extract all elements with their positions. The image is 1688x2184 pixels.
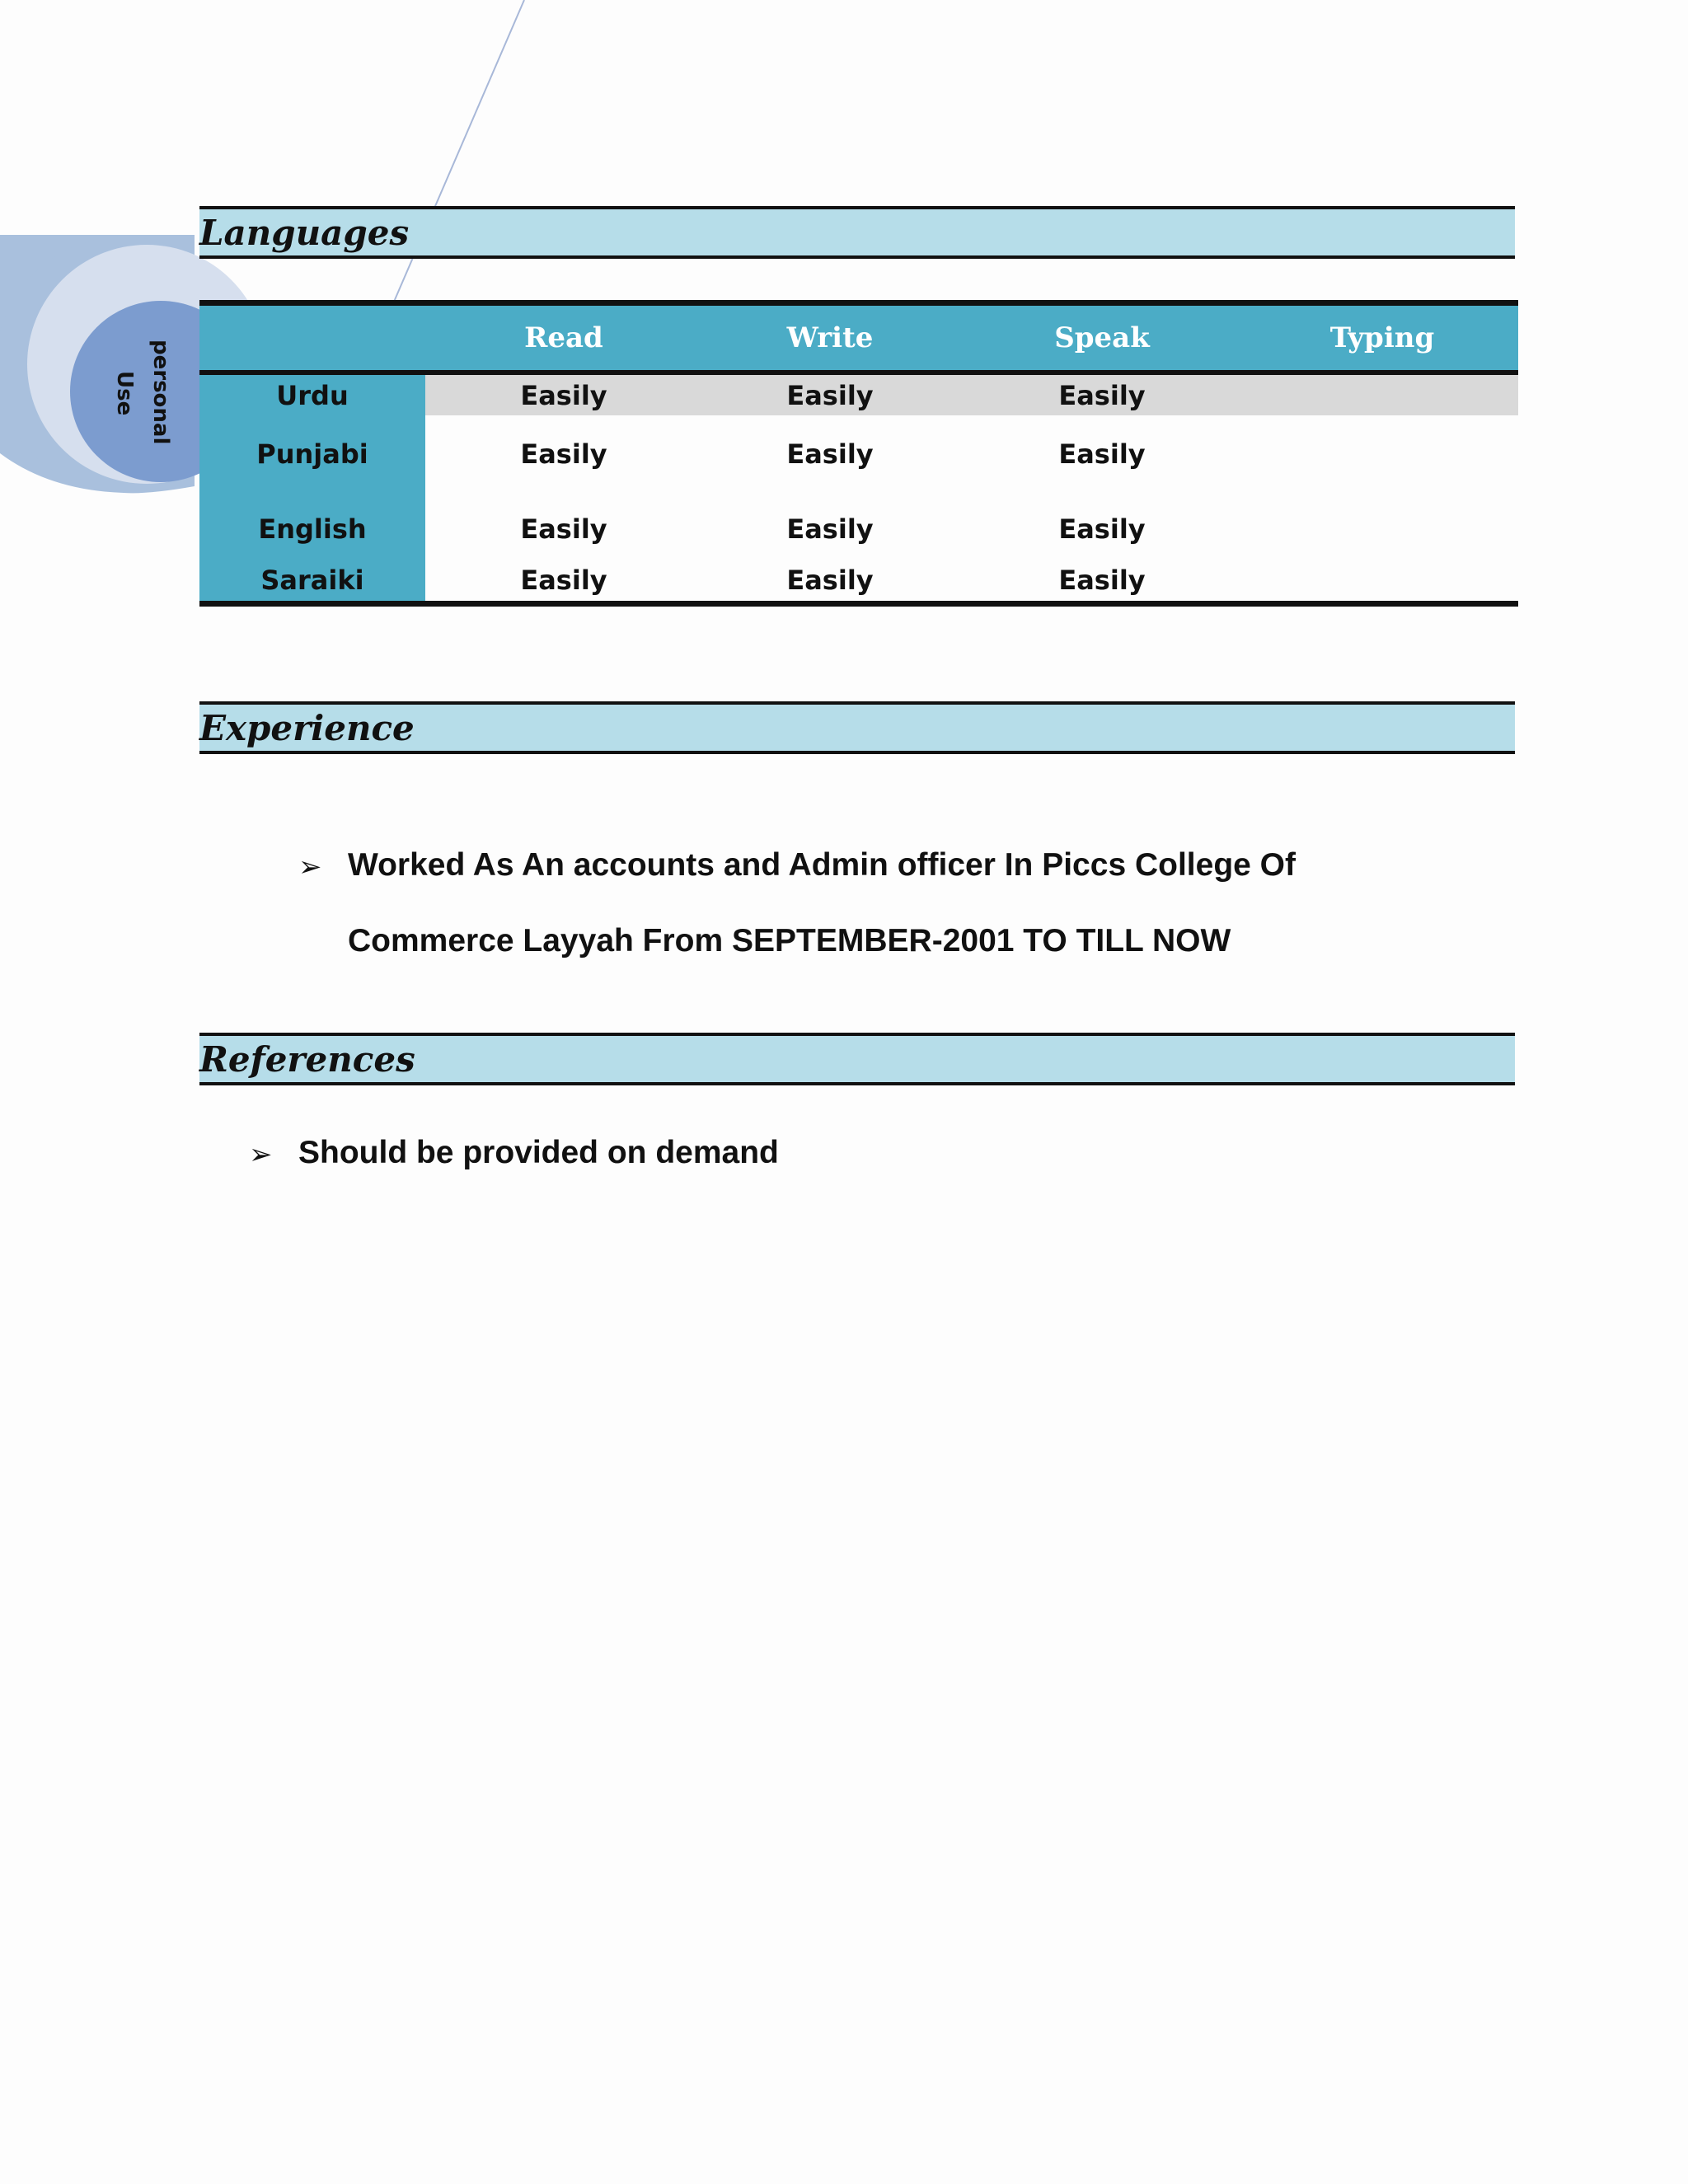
typing-level [1246, 560, 1518, 603]
header-read: Read [425, 303, 702, 373]
languages-section-bar [199, 206, 1515, 259]
table-header-row [199, 303, 1518, 373]
languages-heading: Languages [199, 213, 410, 253]
arrow-bullet-icon: ➢ [298, 851, 322, 883]
read-level: Easily [425, 373, 702, 415]
table-row [199, 560, 1518, 603]
language-name: Urdu [199, 373, 425, 415]
references-text: Should be provided on demand [298, 1135, 779, 1170]
references-heading: References [199, 1039, 415, 1080]
table-row [199, 373, 1518, 415]
header-write: Write [702, 303, 958, 373]
languages-table [199, 300, 1518, 607]
language-name: English [199, 498, 425, 560]
language-name: Punjabi [199, 415, 425, 498]
write-level: Easily [702, 373, 958, 415]
language-name: Saraiki [199, 560, 425, 603]
references-section-bar [199, 1033, 1515, 1085]
read-level: Easily [520, 438, 607, 470]
speak-level: Easily [1058, 565, 1146, 597]
experience-heading: Experience [199, 708, 415, 748]
experience-section-bar [199, 701, 1515, 754]
write-level: Easily [786, 565, 874, 597]
typing-level [1246, 498, 1518, 560]
speak-level: Easily [1058, 438, 1146, 470]
speak-level: Easily [1058, 513, 1146, 545]
write-level: Easily [786, 438, 874, 470]
header-corner [199, 303, 425, 373]
typing-level [1246, 373, 1518, 415]
arrow-bullet-icon: ➢ [249, 1139, 273, 1170]
write-level: Easily [786, 513, 874, 545]
table-row [199, 498, 1518, 560]
table-row [199, 415, 1518, 498]
read-level: Easily [520, 513, 607, 545]
typing-level [1246, 415, 1518, 498]
read-level: Easily [520, 565, 607, 597]
experience-line-2: Commerce Layyah From SEPTEMBER-2001 TO TILL NOW [348, 923, 1231, 958]
sidebar-tab-line1: personal [148, 340, 173, 445]
experience-line-1: Worked As An accounts and Admin officer In Piccs College Of [348, 847, 1296, 883]
header-speak: Speak [958, 303, 1246, 373]
speak-level: Easily [958, 373, 1246, 415]
sidebar-tab-line2: Use [112, 371, 137, 416]
header-typing: Typing [1246, 303, 1518, 373]
